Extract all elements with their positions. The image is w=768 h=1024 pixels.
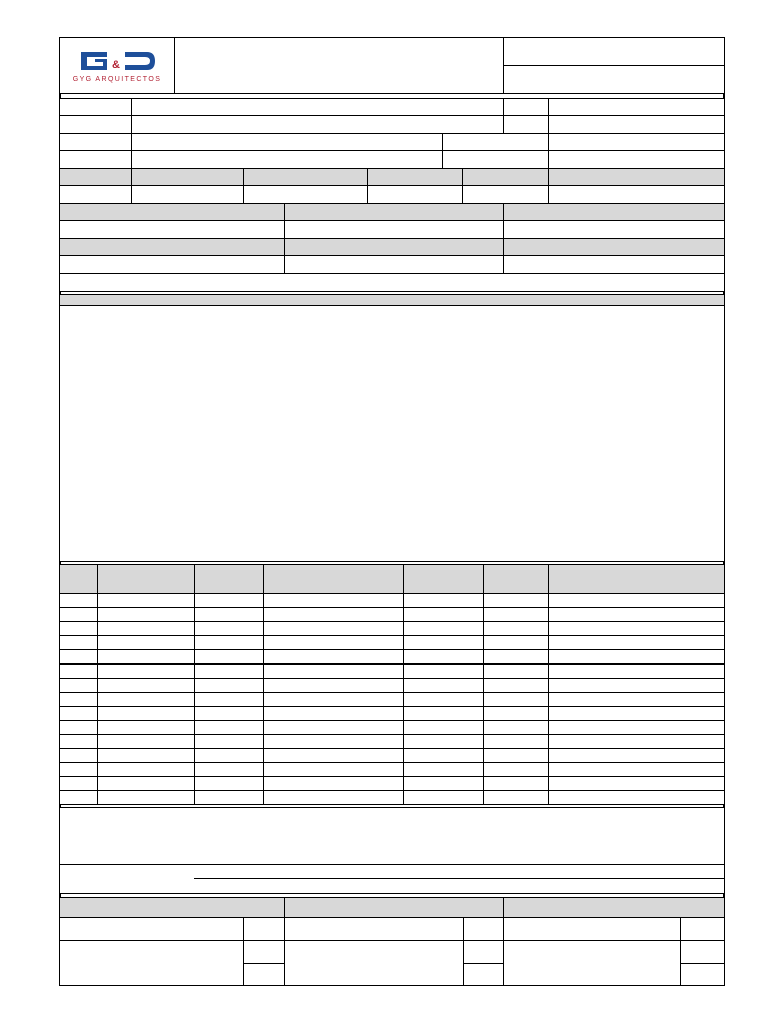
table-cell[interactable]	[263, 720, 404, 735]
table-cell[interactable]	[403, 621, 484, 636]
table-cell[interactable]	[483, 720, 549, 735]
table-cell[interactable]	[483, 664, 549, 679]
table-cell[interactable]	[263, 706, 404, 721]
table-cell[interactable]	[548, 664, 725, 679]
header-cell	[462, 168, 549, 186]
table-cell[interactable]	[97, 664, 195, 679]
table-cell[interactable]	[194, 678, 264, 693]
table-cell[interactable]	[548, 621, 725, 636]
company-name: GYG ARQUITECTOS	[72, 76, 162, 83]
approval-field[interactable]	[59, 917, 244, 941]
table-cell[interactable]	[263, 678, 404, 693]
approval-field[interactable]	[284, 917, 464, 941]
field-cell[interactable]	[462, 185, 549, 204]
table-cell[interactable]	[263, 776, 404, 791]
approval-box[interactable]	[243, 917, 285, 941]
table-cell[interactable]	[194, 593, 264, 608]
table-cell[interactable]	[403, 706, 484, 721]
table-cell[interactable]	[263, 790, 404, 805]
table-cell[interactable]	[194, 776, 264, 791]
field-cell[interactable]	[59, 220, 285, 239]
table-cell[interactable]	[59, 776, 98, 791]
field-cell[interactable]	[503, 220, 725, 239]
table-cell[interactable]	[548, 790, 725, 805]
table-cell[interactable]	[548, 635, 725, 650]
field-cell[interactable]	[59, 185, 132, 204]
label-cell	[442, 150, 549, 169]
table-cell[interactable]	[483, 607, 549, 622]
field-cell[interactable]	[367, 185, 463, 204]
header-cell	[59, 238, 285, 256]
table-cell[interactable]	[194, 748, 264, 763]
header-cell	[59, 168, 132, 186]
table-cell[interactable]	[59, 734, 98, 749]
table-cell[interactable]	[548, 706, 725, 721]
svg-text:&: &	[112, 59, 120, 71]
approval-box[interactable]	[243, 940, 285, 964]
table-cell[interactable]	[194, 706, 264, 721]
table-cell[interactable]	[548, 762, 725, 777]
table-cell[interactable]	[59, 762, 98, 777]
header-cell	[367, 168, 463, 186]
table-cell[interactable]	[483, 621, 549, 636]
approval-field[interactable]	[284, 940, 464, 986]
table-cell[interactable]	[548, 593, 725, 608]
header-cell	[243, 168, 368, 186]
label-cell	[442, 133, 549, 151]
table-cell[interactable]	[403, 678, 484, 693]
field-cell[interactable]	[243, 185, 368, 204]
table-cell[interactable]	[97, 678, 195, 693]
table-cell[interactable]	[59, 692, 98, 707]
field-cell[interactable]	[131, 150, 443, 169]
table-cell[interactable]	[97, 692, 195, 707]
field-cell[interactable]	[284, 220, 504, 239]
field-cell[interactable]	[548, 185, 725, 204]
table-header-cell	[59, 564, 98, 594]
table-cell[interactable]	[263, 607, 404, 622]
table-cell[interactable]	[263, 734, 404, 749]
table-cell[interactable]	[97, 790, 195, 805]
approval-box[interactable]	[463, 963, 504, 986]
field-cell[interactable]	[59, 255, 285, 274]
table-cell[interactable]	[194, 762, 264, 777]
table-cell[interactable]	[194, 692, 264, 707]
code-cell-bottom	[503, 65, 725, 94]
table-cell[interactable]	[403, 692, 484, 707]
table-cell[interactable]	[194, 734, 264, 749]
table-cell[interactable]	[97, 621, 195, 636]
table-cell[interactable]	[97, 734, 195, 749]
table-cell[interactable]	[59, 790, 98, 805]
table-cell[interactable]	[194, 664, 264, 679]
table-header-cell	[194, 564, 264, 594]
table-cell[interactable]	[403, 649, 484, 664]
table-cell[interactable]	[59, 706, 98, 721]
description-area[interactable]	[59, 305, 725, 562]
table-cell[interactable]	[403, 607, 484, 622]
table-cell[interactable]	[263, 593, 404, 608]
header-cell	[284, 238, 504, 256]
table-cell[interactable]	[97, 649, 195, 664]
table-cell[interactable]	[548, 692, 725, 707]
table-header-cell	[403, 564, 484, 594]
field-cell[interactable]	[284, 255, 504, 274]
table-cell[interactable]	[263, 762, 404, 777]
table-cell[interactable]	[97, 706, 195, 721]
field-cell[interactable]	[131, 133, 443, 151]
label-cell	[59, 133, 132, 151]
approval-box[interactable]	[463, 940, 504, 964]
table-cell[interactable]	[194, 635, 264, 650]
label-cell	[503, 98, 549, 116]
table-cell[interactable]	[97, 607, 195, 622]
table-cell[interactable]	[548, 607, 725, 622]
header-cell	[548, 168, 725, 186]
table-cell[interactable]	[263, 635, 404, 650]
table-cell[interactable]	[548, 678, 725, 693]
table-cell[interactable]	[403, 790, 484, 805]
label-cell	[59, 150, 132, 169]
table-cell[interactable]	[263, 748, 404, 763]
field-cell[interactable]	[548, 98, 725, 116]
table-header-cell	[97, 564, 195, 594]
table-cell[interactable]	[59, 635, 98, 650]
table-cell[interactable]	[59, 649, 98, 664]
table-cell[interactable]	[263, 649, 404, 664]
table-cell[interactable]	[483, 748, 549, 763]
approval-box[interactable]	[680, 963, 725, 986]
header-cell	[284, 203, 504, 221]
table-cell[interactable]	[483, 593, 549, 608]
table-cell[interactable]	[59, 748, 98, 763]
table-header-cell	[483, 564, 549, 594]
approval-header	[284, 897, 504, 918]
table-cell[interactable]	[97, 748, 195, 763]
table-cell[interactable]	[403, 734, 484, 749]
field-cell[interactable]	[548, 150, 725, 169]
approval-box[interactable]	[463, 917, 504, 941]
table-cell[interactable]	[59, 621, 98, 636]
field-cell[interactable]	[503, 255, 725, 274]
table-cell[interactable]	[483, 762, 549, 777]
table-cell[interactable]	[403, 748, 484, 763]
approval-field[interactable]	[503, 940, 681, 986]
table-header-cell	[548, 564, 725, 594]
field-cell[interactable]	[131, 115, 504, 134]
table-cell[interactable]	[548, 734, 725, 749]
table-cell[interactable]	[483, 790, 549, 805]
signature-line	[194, 878, 725, 879]
table-header-cell	[263, 564, 404, 594]
table-cell[interactable]	[97, 776, 195, 791]
header-cell	[503, 238, 725, 256]
table-cell[interactable]	[483, 649, 549, 664]
table-cell[interactable]	[194, 649, 264, 664]
table-cell[interactable]	[97, 635, 195, 650]
table-cell[interactable]	[59, 607, 98, 622]
table-cell[interactable]	[97, 762, 195, 777]
field-cell[interactable]	[131, 98, 504, 116]
table-cell[interactable]	[403, 664, 484, 679]
gd-logo-icon	[77, 48, 157, 74]
approval-box[interactable]	[680, 940, 725, 964]
signature-row	[59, 864, 725, 894]
table-cell[interactable]	[59, 678, 98, 693]
table-cell[interactable]	[403, 720, 484, 735]
full-row[interactable]	[59, 273, 725, 292]
table-cell[interactable]	[403, 593, 484, 608]
label-cell	[503, 115, 549, 134]
header-cell	[503, 203, 725, 221]
field-cell[interactable]	[131, 185, 244, 204]
table-cell[interactable]	[548, 776, 725, 791]
field-cell[interactable]	[548, 133, 725, 151]
table-cell[interactable]	[97, 720, 195, 735]
table-cell[interactable]	[59, 664, 98, 679]
table-cell[interactable]	[548, 649, 725, 664]
approval-field[interactable]	[59, 940, 244, 986]
table-cell[interactable]	[403, 776, 484, 791]
company-logo	[60, 38, 174, 93]
approval-header	[59, 897, 285, 918]
table-cell[interactable]	[483, 635, 549, 650]
approval-box[interactable]	[243, 963, 285, 986]
table-cell[interactable]	[483, 734, 549, 749]
table-cell[interactable]	[548, 720, 725, 735]
table-cell[interactable]	[263, 621, 404, 636]
approval-header	[503, 897, 725, 918]
table-cell[interactable]	[194, 621, 264, 636]
table-cell[interactable]	[548, 748, 725, 763]
approval-field[interactable]	[503, 917, 681, 941]
table-cell[interactable]	[403, 635, 484, 650]
label-cell	[59, 115, 132, 134]
observations-area[interactable]	[59, 807, 725, 865]
label-cell	[59, 98, 132, 116]
table-cell[interactable]	[194, 790, 264, 805]
field-cell[interactable]	[548, 115, 725, 134]
table-cell[interactable]	[263, 664, 404, 679]
table-cell[interactable]	[59, 593, 98, 608]
table-cell[interactable]	[97, 593, 195, 608]
approval-box[interactable]	[680, 917, 725, 941]
table-cell[interactable]	[483, 678, 549, 693]
table-cell[interactable]	[263, 692, 404, 707]
title-cell	[174, 37, 504, 94]
table-cell[interactable]	[483, 692, 549, 707]
table-cell[interactable]	[194, 720, 264, 735]
table-cell[interactable]	[194, 607, 264, 622]
header-cell	[59, 203, 285, 221]
table-cell[interactable]	[483, 776, 549, 791]
header-cell	[131, 168, 244, 186]
code-cell-top	[503, 37, 725, 66]
table-cell[interactable]	[483, 706, 549, 721]
table-cell[interactable]	[403, 762, 484, 777]
table-cell[interactable]	[59, 720, 98, 735]
